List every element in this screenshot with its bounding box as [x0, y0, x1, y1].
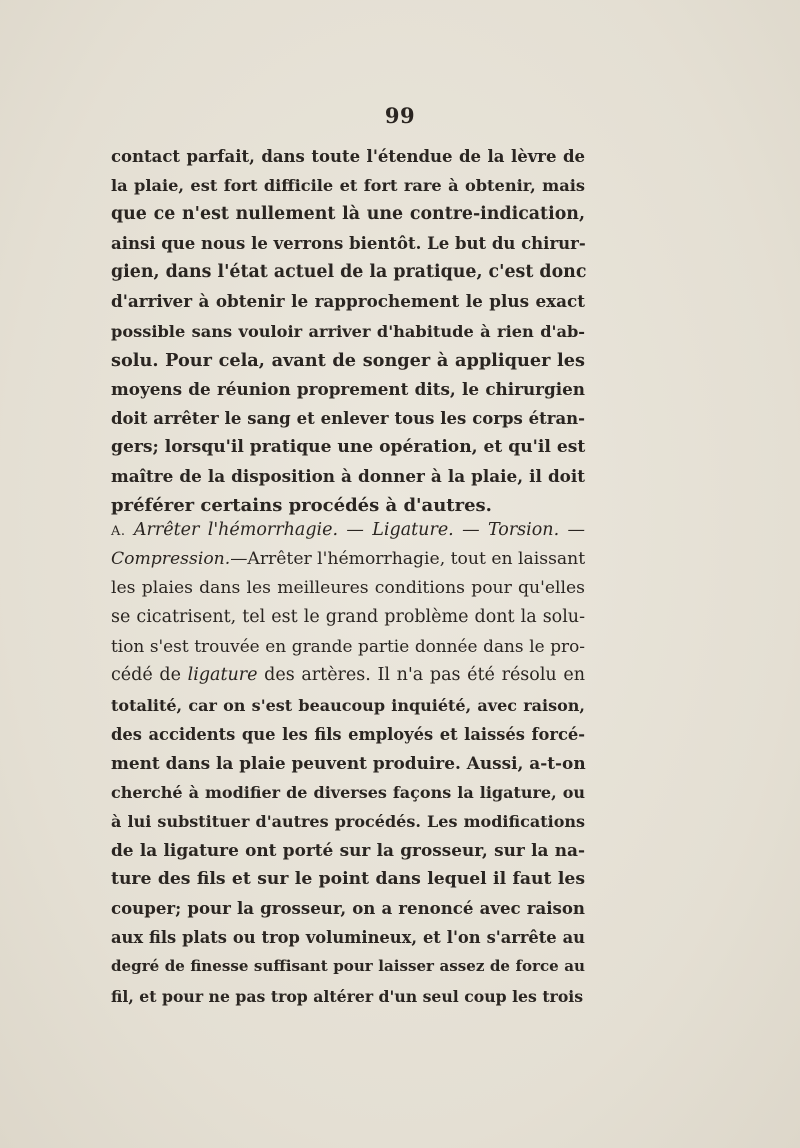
text-line: la plaie, est fort difficile et fort rare à obtenir, mais	[111, 176, 585, 196]
text-line: moyens de réunion proprement dits, le chirurgien	[111, 378, 585, 399]
text-line: gers; lorsqu'il pratique une opération, et qu'il est	[111, 436, 586, 457]
text-line: des accidents que les fils employés et laissés forcé-	[111, 724, 585, 744]
emphasis-ligature: ligature	[187, 665, 258, 686]
text-line: aux fils plats ou trop volumineux, et l'on s'arrête au	[111, 928, 585, 948]
text-line	[111, 545, 585, 574]
text-line: totalité, car on s'est beaucoup inquiété, avec raison,	[111, 695, 585, 715]
section-marker: A.	[111, 524, 126, 539]
text-line: que ce n'est nullement là une contre-indication,	[111, 204, 585, 225]
text-line: contact parfait, dans toute l'étendue de la lèvre de	[111, 147, 585, 166]
text-run: —Arrêter l'hémorrhagie, tout en laissant	[230, 549, 586, 570]
text-line: d'arriver à obtenir le rapprochement le plus exact	[111, 291, 585, 312]
text-line: se cicatrisent, tel est le grand problème dont la solu-	[111, 607, 585, 628]
section-heading-line	[111, 516, 585, 545]
text-line: maître de la disposition à donner à la plaie, il doit	[111, 466, 585, 487]
heading-continuation: Compression.	[111, 549, 231, 570]
text-line: possible sans vouloir arriver d'habitude à rien d'ab-	[111, 321, 585, 341]
text-line: les plaies dans les meilleures conditions pour qu'elles	[111, 578, 585, 599]
text-line: tion s'est trouvée en grande partie donnée dans le pro-	[111, 636, 585, 657]
paragraph-1	[111, 142, 585, 520]
text-line: doit arrêter le sang et enlever tous les corps étran-	[111, 408, 585, 428]
text-line: préférer certains procédés à d'autres.	[111, 495, 492, 517]
text-line: solu. Pour cela, avant de songer à appliquer les	[111, 349, 585, 371]
paragraph-2	[111, 516, 585, 1011]
text-line: ture des fils et sur le point dans lequel il faut les	[111, 869, 585, 890]
text-line: à lui substituer d'autres procédés. Les modifications	[111, 811, 585, 831]
section-heading: Arrêter l'hémorrhagie. — Ligature. — Torsion. —	[133, 520, 585, 540]
text-line: couper; pour la grosseur, on a renoncé avec raison	[111, 898, 585, 919]
text-line: ainsi que nous le verrons bientôt. Le but du chirur-	[111, 234, 586, 254]
text-line: gien, dans l'état actuel de la pratique, c'est donc	[111, 262, 587, 283]
text-line: cherché à modifier de diverses façons la ligature, ou	[111, 782, 585, 802]
text-run: cédé de	[111, 665, 188, 686]
text-line: fil, et pour ne pas trop altérer d'un seul coup les trois	[111, 986, 584, 1006]
text-line: ment dans la plaie peuvent produire. Aussi, a-t-on	[111, 752, 586, 773]
text-line: de la ligature ont porté sur la grosseur, sur la na-	[111, 840, 585, 861]
page-number: 99	[384, 103, 416, 128]
text-line: degré de finesse suffisant pour laisser assez de force au	[111, 957, 585, 976]
text-run: des artères. Il n'a pas été résolu en	[257, 665, 585, 686]
text-line	[111, 661, 585, 690]
